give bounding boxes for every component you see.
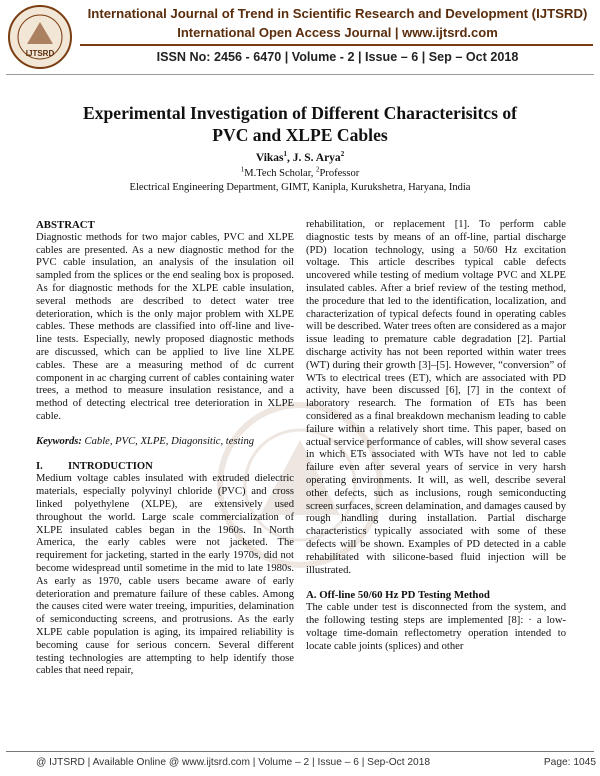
role-1: M.Tech Scholar, [244,168,317,179]
footer-rule [6,751,594,752]
issn-line: ISSN No: 2456 - 6470 | Volume - 2 | Issue – 6 | Sep – Oct 2018 [156,50,519,64]
author-2: , J. S. Arya [287,152,341,164]
logo-text: IJTSRD [25,49,55,58]
author-roles [30,165,570,179]
ijtsrd-logo-icon [7,4,73,70]
authors [30,152,570,164]
keywords [36,436,294,449]
intro-heading [36,461,294,474]
keywords-text: Cable, PVC, XLPE, Diagonsitic, testing [81,435,255,447]
right-para-1: rehabilitation, or replacement [1]. To perform cable diagnostic tests by means of an off-line, partial discharge (PD) location technology, using a 50/60 Hz excitation voltage. This article describes typical cable defects uncovered while testing of medium voltage PVC and XLPE insulated cables. After a brief review of the testing method, the procedure that led to the identification, localization, and characterization of typical defects found in operating cables will be described. Water trees often are considered as a major issue leading to premature cable degradation [2]. Partial discharge activity has not been reported within water trees (WT) during their growth [3]–[5]. However, “conversion” of WTs to electrical trees (ET), which are associated with PD activity, have been discussed [6], [7] in the context of laboratory research. The formation of ETs has been considered as a final breakdown mechanism leading to cable failure within a relatively short time. This paper, based on actual service performance of cables, will show several cases in which ETs associated with WTs have not led to cable failure even after several years of service in very harsh operating environments. It will, as well, describe several other defects, such as inclusions, rough semiconducting screen surfaces, screen delamination, and damages caused by rough handling during installation. Partial discharge characteristics typically associated with some of these defects will be shown. Examples of PD detected in a cable rehabilitated with silicone-based fluid injection will be illustrated. [306,219,566,576]
title-line-2: PVC and XLPE Cables [212,125,388,145]
role-sup-2: 2 [316,165,320,174]
intro-number: I. [36,460,43,472]
author-1-sup: 1 [283,150,288,159]
paper-title [30,102,570,146]
right-para-2: The cable under test is disconnected from the system, and the following testing steps are implemented [8]: · a low-voltage time-domain reflectometry operation intended to locate cable joints (splices) and other [306,602,566,652]
left-column [36,219,294,678]
right-column [306,219,566,653]
title-line-1: Experimental Investigation of Different Characterisitcs of [82,103,518,123]
keywords-label: Keywords: [36,435,82,447]
header-bottom-rule [6,74,594,75]
author-2-sup: 2 [340,150,345,159]
page-number: Page: 1045 [543,757,596,768]
author-1: Vikas [255,152,284,164]
footer [36,757,596,768]
footer-text: @ IJTSRD | Available Online @ www.ijtsrd.com | Volume – 2 | Issue – 6 | Sep-Oct 2018 [36,757,431,768]
role-2: Professor [319,168,360,179]
header-divider [80,44,593,46]
intro-title: INTRODUCTION [68,460,153,472]
abstract-heading: ABSTRACT [36,219,95,231]
abstract-text: Diagnostic methods for two major cables, PVC and XLPE cables are presented. As a new diagnostic method for the PVC cable insulation, an analysis of the insulation oil sampled from the splices or the end sealing box is proposed. As for diagnostic methods for the XLPE cable insulation, several methods are described to detect water tree deterioration, which is the only major problem with XLPE cables. These methods are classified into off-line and live-line tests. Especially, newly proposed diagnostic methods are discussed, which can be applied to live line XLPE cables. These are a measuring method of dc current component in ac charging current of cables containing water trees, a method to measure insulation resistance, and a method of detecting electrical tree deterioration in XLPE cable. [36,231,294,422]
journal-subtitle: International Open Access Journal | www.ijtsrd.com [177,25,498,40]
subsection-heading: A. Off-line 50/60 Hz PD Testing Method [306,589,490,602]
journal-name: International Journal of Trend in Scientific Research and Development (IJTSRD) [87,6,588,21]
affiliation: Electrical Engineering Department, GIMT, Kanipla, Kurukshetra, Haryana, India [129,182,471,193]
intro-text: Medium voltage cables insulated with extruded dielectric materials, especially polyvinyl chloride (PVC) and cross linked polyethylene (XLPE), are extensively used throughout the world. Large scale commercialization of XLPE insulated cables began in the 1960s. In North America, the early cables were not jacketed. The requirement for jacketing, started in the early 1970s, did not become widespread until sometime in the mid to late 1980s. As early as 1970, cable users became aware of early deterioration and premature failure of these cables. Among the causes cited were water treeing, impurities, delamination of semiconducting screens, and protrusions. As the early XLPE cable population is aging, its impaired reliability is becoming cause for serious concern. Several different testing technologies are attempting to help identify those cables that need repair, [36,473,294,677]
role-sup-1: 1 [240,165,245,174]
